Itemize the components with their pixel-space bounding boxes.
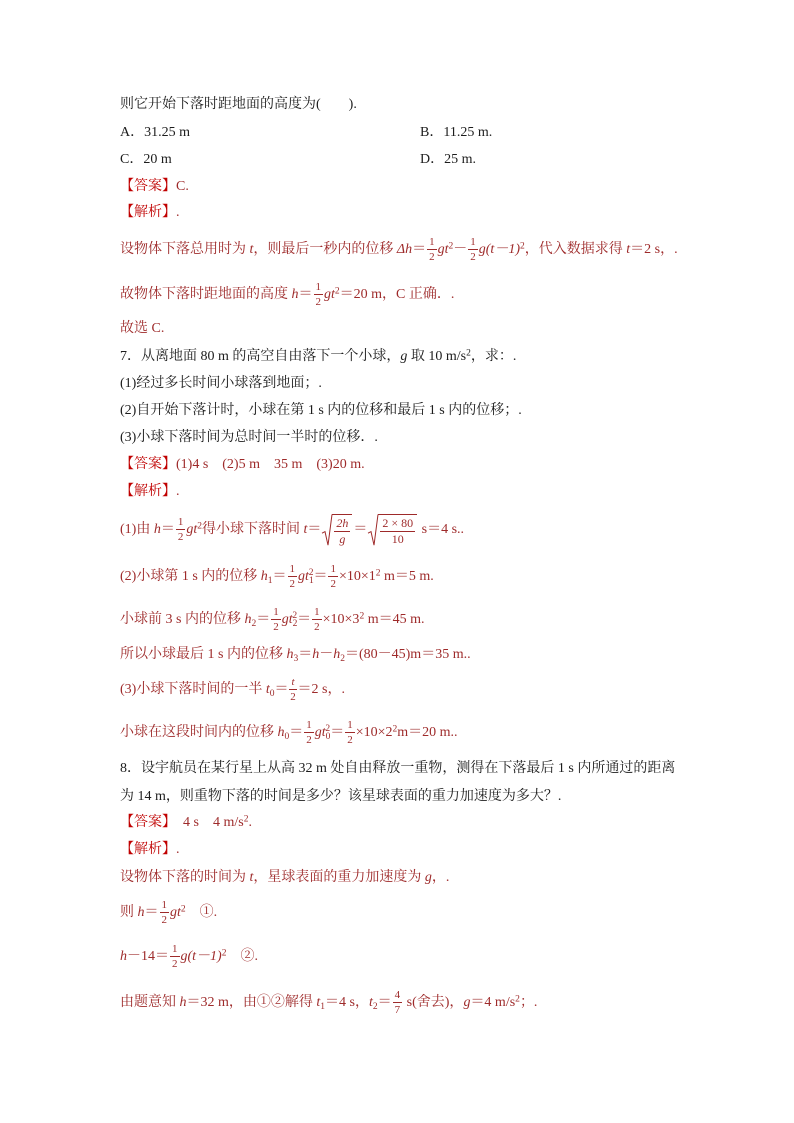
math-variable: g(t－1) — [180, 949, 222, 964]
text-run: ＝ — [298, 647, 313, 662]
subscript: 2 — [372, 1001, 378, 1012]
superscript: 2 — [197, 521, 202, 532]
text-run: 由题意知 — [120, 995, 180, 1010]
q7-part-2: (2)自开始下落计时，小球在第 1 s 内的位移和最后 1 s 内的位移；. — [120, 403, 522, 418]
superscript: 2 — [515, 994, 520, 1005]
radical-sign — [368, 514, 378, 546]
fraction-numerator: 1 — [172, 943, 178, 956]
square-root — [322, 514, 352, 546]
fraction-numerator: 1 — [470, 236, 476, 249]
q6-stem: 则它开始下落时距地面的高度为( ). — [120, 97, 357, 112]
math-variable: t — [265, 682, 270, 697]
superscript: 2 — [519, 241, 525, 252]
fraction — [304, 719, 314, 746]
text-run: ＝ — [330, 725, 345, 740]
fraction — [328, 563, 338, 590]
text-run: s(舍去)， — [403, 995, 464, 1010]
text-run: ＝ — [377, 995, 392, 1010]
text-run: (1)由 — [120, 522, 154, 537]
math-variable: g — [400, 349, 408, 364]
fraction-numerator: 1 — [161, 899, 167, 912]
fraction — [176, 516, 186, 543]
answer-label: 【答案】 — [120, 179, 176, 194]
fraction — [380, 517, 415, 546]
text-run: ，. — [431, 870, 450, 885]
fraction — [345, 719, 355, 746]
text-run: ×10×2 — [355, 725, 393, 740]
fraction-denominator: 2 — [306, 734, 312, 747]
math-variable: gt — [281, 612, 293, 627]
option-b: B．11.25 m. — [420, 125, 493, 140]
subscript: 0 — [325, 731, 331, 742]
text-run: 得小球下落时间 — [201, 522, 304, 537]
text-run: (2)小球第 1 s 内的位移 — [120, 569, 261, 584]
fraction-numerator: 1 — [315, 281, 321, 294]
fraction-numerator: 1 — [306, 719, 312, 732]
text-run: ＝ — [412, 242, 427, 257]
text-run: ＝ — [160, 522, 175, 537]
text-run: 故物体下落时距地面的高度 — [120, 287, 292, 302]
text-run: ＝ — [272, 569, 287, 584]
superscript: 2 — [466, 348, 471, 359]
option-d: D．25 m. — [420, 152, 476, 167]
text-run: . — [176, 842, 180, 857]
text-run: ＝32 m，由①②解得 — [186, 995, 317, 1010]
subscript: 1 — [320, 1001, 326, 1012]
answer-text: C. — [176, 179, 189, 194]
text-run: ＝ — [353, 522, 368, 537]
text-run: ，星球表面的重力加速度为 — [253, 870, 425, 885]
text-run: ＝ — [298, 287, 313, 302]
q6-analysis-line-2 — [120, 273, 454, 317]
fraction-numerator: 1 — [429, 236, 435, 249]
subscript: 2 — [292, 618, 298, 629]
math-variable: h — [277, 725, 285, 740]
math-variable: t — [303, 522, 308, 537]
fraction-denominator: 2 — [347, 734, 353, 747]
text-run: ＝ — [297, 612, 312, 627]
math-variable: h — [312, 647, 320, 662]
text-run: ×10×3 — [322, 612, 360, 627]
q7-part-1: (1)经过多长时间小球落到地面；. — [120, 376, 322, 391]
fraction-numerator: 2h — [336, 515, 349, 530]
text-run: (3)小球下落时间的一半 — [120, 682, 266, 697]
fraction-denominator: 2 — [273, 621, 279, 634]
q6-conclusion: 故选 C. — [120, 321, 165, 336]
math-variable: g — [463, 995, 471, 1010]
math-variable: g(t－1) — [478, 242, 520, 257]
q7-analysis-line-1 — [120, 508, 464, 552]
math-variable: h — [286, 647, 294, 662]
fraction-denominator: 2 — [172, 958, 178, 971]
option-a: A．31.25 m — [120, 125, 190, 140]
fraction-numerator: 2 × 80 — [382, 515, 414, 530]
text-run: 则 — [120, 905, 138, 920]
subscript: 2 — [251, 618, 257, 629]
q8-stem-line-1: 8．设宇航员在某行星上从高 32 m 处自由释放一重物，测得在下落最后 1 s 内所通过的距离 — [120, 761, 676, 776]
text-run: ×10×1 — [338, 569, 376, 584]
superscript: 2 — [180, 904, 186, 915]
text-run: ＝4 s， — [325, 995, 369, 1010]
math-variable: gt — [170, 905, 181, 920]
superscript: 2 — [334, 286, 340, 297]
superscript: 2 — [359, 611, 365, 622]
text-run: 小球前 3 s 内的位移 — [120, 612, 245, 627]
analysis-label: 【解析】 — [120, 842, 176, 857]
math-variable: t — [626, 242, 631, 257]
text-run: ＝20 m，C 正确．. — [339, 287, 455, 302]
q7-analysis-line-2 — [120, 555, 434, 599]
subscript: 0 — [284, 731, 290, 742]
analysis-label: 【解析】 — [120, 484, 176, 499]
q8-analysis-line-2 — [120, 891, 217, 935]
answer-label: 【答案】 — [120, 457, 176, 472]
text-run: ，代入数据求得 — [524, 242, 627, 257]
text-run: ＝ — [307, 522, 322, 537]
text-run: s＝4 s.. — [418, 522, 465, 537]
q8-analysis-line-3 — [120, 935, 258, 979]
answer-text: 4 s 4 m/s — [169, 815, 244, 830]
radicand — [378, 514, 417, 546]
analysis-label: 【解析】 — [120, 205, 176, 220]
text-run: . — [176, 205, 180, 220]
math-variable: gt — [186, 522, 198, 537]
text-run: ＝2 s，. — [297, 682, 345, 697]
fraction — [334, 517, 350, 546]
superscript: 2 — [392, 724, 398, 735]
fraction-denominator: 2 — [161, 914, 167, 927]
superscript: 2 — [375, 568, 381, 579]
text-run: ；. — [519, 995, 538, 1010]
fraction-denominator: 2 — [315, 296, 321, 309]
fraction-denominator: 2 — [289, 578, 296, 591]
text-run: － — [319, 647, 334, 662]
math-variable: h — [291, 287, 299, 302]
math-variable: h — [153, 522, 161, 537]
math-variable: gt — [298, 569, 309, 584]
math-variable: t — [316, 995, 321, 1010]
text-run: － — [453, 242, 468, 257]
math-variable: h — [120, 949, 127, 964]
text-run: ＝ — [313, 569, 328, 584]
subscript: 1 — [308, 575, 314, 586]
text-run: ＝2 s，. — [630, 242, 678, 257]
text-run: －14＝ — [127, 949, 169, 964]
text-run: m＝5 m. — [380, 569, 434, 584]
q6-analysis-line-1 — [120, 228, 678, 272]
fraction-denominator: 2 — [290, 691, 296, 704]
fraction-numerator: 1 — [347, 719, 353, 732]
superscript: 2 — [221, 948, 227, 959]
fraction — [288, 563, 298, 590]
fraction-denominator: g — [339, 531, 346, 546]
text-run: m＝45 m. — [364, 612, 425, 627]
math-variable: t — [249, 870, 254, 885]
fraction — [468, 236, 478, 263]
math-variable: h — [137, 905, 145, 920]
fraction-denominator: 2 — [429, 251, 435, 264]
text-run: ＝ — [274, 682, 289, 697]
fraction — [170, 943, 180, 970]
fraction-numerator: 1 — [273, 606, 279, 619]
q8-stem-line-2: 为 14 m，则重物下落的时间是多少？该星球表面的重力加速度为多大？. — [120, 789, 562, 804]
subscript: 2 — [340, 653, 345, 664]
fraction-denominator: 2 — [314, 621, 320, 634]
answer-text: (1)4 s (2)5 m 35 m (3)20 m. — [176, 457, 365, 472]
fraction-numerator: t — [291, 676, 295, 689]
q7-analysis-line-5 — [120, 668, 345, 712]
math-variable: h — [244, 612, 252, 627]
superscript: 2 — [292, 611, 298, 622]
fraction — [393, 989, 403, 1016]
text-run: ①. — [185, 905, 218, 920]
fraction-denominator: 7 — [394, 1004, 401, 1017]
text-run: ，求：. — [470, 349, 517, 364]
math-variable: h — [260, 569, 268, 584]
radical-sign — [322, 514, 332, 546]
fraction-numerator: 1 — [289, 563, 296, 576]
radicand — [332, 514, 352, 546]
math-variable: Δh — [396, 242, 413, 257]
text-run: ②. — [226, 949, 258, 964]
answer-label: 【答案】 — [120, 815, 169, 830]
fraction-numerator: 1 — [330, 563, 336, 576]
superscript: 2 — [325, 724, 331, 735]
fraction-denominator: 10 — [391, 531, 404, 546]
math-variable: gt — [324, 287, 335, 302]
text-run: m＝20 m.. — [397, 725, 458, 740]
subscript: 0 — [269, 688, 275, 699]
text-run: . — [176, 484, 180, 499]
math-variable: t — [369, 995, 373, 1010]
text-run: 设物体下落总用时为 — [120, 242, 250, 257]
fraction — [427, 236, 437, 263]
subscript: 1 — [267, 575, 273, 586]
subscript: 3 — [293, 653, 299, 664]
text-run: ＝ — [144, 905, 159, 920]
text-run: ＝ — [289, 725, 304, 740]
q8-analysis-line-4 — [120, 981, 537, 1025]
fraction-numerator: 1 — [177, 516, 184, 529]
math-variable: gt — [437, 242, 449, 257]
fraction-numerator: 4 — [394, 989, 401, 1002]
superscript: 2 — [243, 814, 249, 825]
fraction-numerator: 1 — [314, 606, 320, 619]
math-variable: h — [179, 995, 187, 1010]
fraction — [271, 606, 281, 633]
fraction — [160, 899, 170, 926]
fraction — [289, 676, 296, 703]
fraction — [314, 281, 324, 308]
text-run: 所以小球最后 1 s 内的位移 — [120, 647, 287, 662]
q7-part-3: (3)小球下落时间为总时间一半时的位移．. — [120, 430, 378, 445]
math-variable: t — [249, 242, 254, 257]
text-run: ＝ — [256, 612, 271, 627]
fraction-denominator: 2 — [330, 578, 336, 591]
superscript: 2 — [448, 241, 454, 252]
fraction-denominator: 2 — [177, 531, 184, 544]
text-run: 设物体下落的时间为 — [120, 870, 250, 885]
superscript: 2 — [308, 568, 314, 579]
text-run: ＝4 m/s — [470, 995, 516, 1010]
text-run: . — [248, 815, 252, 830]
text-run: 小球在这段时间内的位移 — [120, 725, 278, 740]
math-variable: g — [424, 870, 432, 885]
text-run: 7．从离地面 80 m 的高空自由落下一个小球， — [120, 349, 401, 364]
text-run: 取 10 m/s — [407, 349, 467, 364]
math-variable: gt — [314, 725, 326, 740]
fraction-denominator: 2 — [470, 251, 476, 264]
fraction — [312, 606, 322, 633]
text-run: ＝(80－45)m＝35 m.. — [344, 647, 471, 662]
math-variable: h — [333, 647, 341, 662]
text-run: ，则最后一秒内的位移 — [253, 242, 397, 257]
option-c: C．20 m — [120, 152, 172, 167]
square-root — [368, 514, 417, 546]
